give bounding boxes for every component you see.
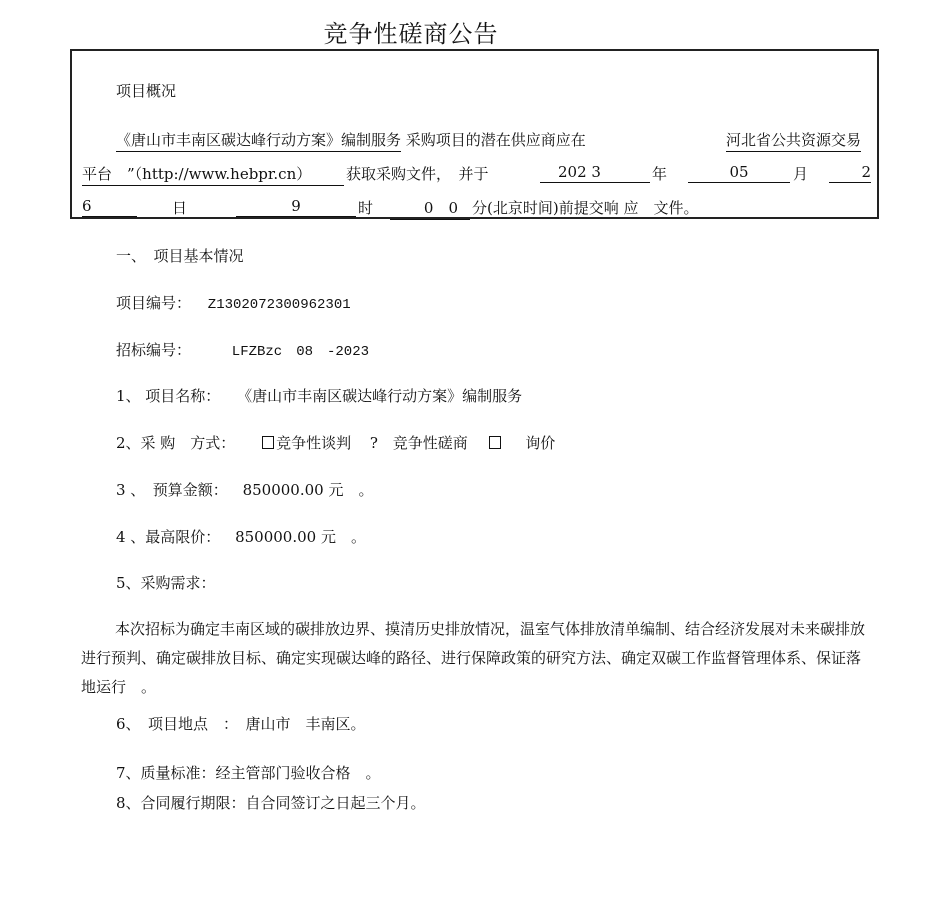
option-negotiation xyxy=(262,434,351,452)
day-unit: 日 xyxy=(172,199,188,217)
day-value-part1: 2 xyxy=(829,163,871,183)
item-3-value: 850000.00 元 。 xyxy=(242,481,374,499)
project-name-quoted: 《唐山市丰南区碳达峰行动方案》编制服务 xyxy=(116,129,401,152)
day-value-part2: 6 xyxy=(82,197,137,217)
item-6: 6、 项目地点 ： 唐山市 丰南区。 xyxy=(116,715,366,733)
page-title: 竞争性磋商公告 xyxy=(323,20,499,48)
month-unit: 月 xyxy=(793,165,809,183)
hour-unit: 时 xyxy=(358,199,374,217)
year-unit: 年 xyxy=(652,165,668,183)
item-4-row xyxy=(116,526,366,547)
project-number-value: Z1302072300962301 xyxy=(207,297,351,313)
item-3-label: 3 、 预算金额： xyxy=(116,481,228,499)
overview-line-1 xyxy=(116,129,586,152)
tender-number-value: LFZBzc 08 -2023 xyxy=(231,344,370,360)
platform-url: 平台 ”（http://www.hebpr.cn） xyxy=(82,163,344,186)
day-field-part1 xyxy=(829,163,871,183)
tender-number-row xyxy=(116,339,369,360)
overview-heading: 项目概况 xyxy=(116,82,177,100)
project-number-row xyxy=(116,292,351,313)
month-field xyxy=(688,163,790,183)
checkbox-icon xyxy=(262,436,274,449)
item-2-row xyxy=(116,432,555,453)
item-4-label: 4 、最高限价： xyxy=(116,528,221,546)
deadline-text: 分(北京时间)前提交响 应 文件。 xyxy=(472,199,699,217)
item-4-value: 850000.00 元 。 xyxy=(235,528,366,546)
item-5-paragraph: 本次招标为确定丰南区域的碳排放边界、摸清历史排放情况，温室气体排放清单编制、结合经济发展对未来碳排放进行预判、确定碳排放目标、确定实现碳达峰的路径、进行保障政策的研究方法、确定双碳工作监督管理体系、保证落地运行 。 xyxy=(81,620,866,696)
item-1-row xyxy=(116,385,522,406)
day-field-part2 xyxy=(82,197,137,217)
text-get-docs: 获取采购文件， 并于 xyxy=(346,165,489,183)
year-value: 202 3 xyxy=(540,163,650,183)
project-number-label: 项目编号： xyxy=(116,294,192,312)
tender-number-label: 招标编号： xyxy=(116,341,192,359)
hour-field xyxy=(236,197,356,217)
item-8: 8、合同履行期限：自合同签订之日起三个月。 xyxy=(116,794,426,812)
checked-marker: ? xyxy=(369,434,378,452)
option-consultation: 竞争性磋商 xyxy=(392,434,468,452)
platform-name xyxy=(726,129,861,152)
item-3-row xyxy=(116,479,373,500)
option-inquiry: 询价 xyxy=(525,434,556,452)
year-field xyxy=(540,163,650,183)
minute-field xyxy=(390,197,470,220)
section-1-heading: 一、 项目基本情况 xyxy=(116,247,244,265)
platform-line-2 xyxy=(82,163,344,186)
item-7: 7、质量标准：经主管部门验收合格 。 xyxy=(116,764,381,782)
month-value: 05 xyxy=(688,163,790,183)
option-negotiation-label: 竞争性谈判 xyxy=(276,434,352,452)
checkbox-icon xyxy=(489,436,501,449)
minute-value: 0 0 xyxy=(390,197,470,220)
platform-name-text: 河北省公共资源交易 xyxy=(726,129,861,152)
item-5-label: 5、采购需求： xyxy=(116,574,216,592)
overview-text-after-name: 采购项目的潜在供应商应在 xyxy=(405,131,586,149)
item-1-value: 《唐山市丰南区碳达峰行动方案》编制服务 xyxy=(237,387,523,405)
item-1-label: 1、 项目名称： xyxy=(116,387,221,405)
hour-value: 9 xyxy=(236,197,356,217)
item-2-label: 2、采 购 方式： xyxy=(116,434,236,452)
